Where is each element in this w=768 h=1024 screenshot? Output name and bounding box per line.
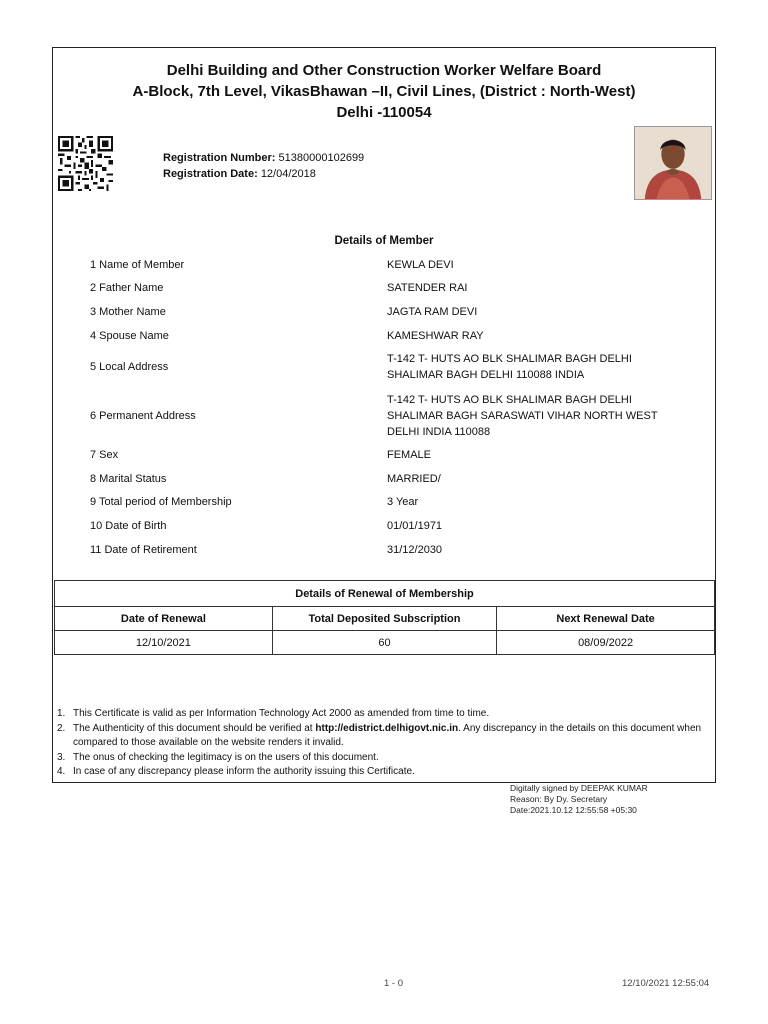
note-text: The onus of checking the legitimacy is on the users of this document. (73, 751, 379, 763)
page-number: 1 - 0 (384, 978, 404, 989)
member-row-value: 31/12/2030 (387, 544, 443, 556)
registration-date-label: Registration Date: (163, 168, 258, 180)
member-row-label: 4 Spouse Name (90, 330, 169, 342)
member-row-label: 1 Name of Member (90, 259, 185, 271)
note-number: 2. (57, 722, 66, 734)
member-row-value: T-142 T- HUTS AO BLK SHALIMAR BAGH DELHI SHALIMAR BAGH SARASWATI VIHAR NORTH WEST DELHI INDIA 110088 (387, 394, 658, 438)
note-text: This Certificate is valid as per Information Technology Act 2000 as amended from time to time. (73, 708, 490, 719)
verification-link[interactable]: http://edistrict.delhigovt.nic.in (315, 722, 459, 734)
member-row-value: T-142 T- HUTS AO BLK SHALIMAR BAGH DELHI SHALIMAR BAGH DELHI 110088 INDIA (387, 353, 632, 381)
board-name: Delhi Building and Other Construction Worker Welfare Board (166, 62, 602, 79)
print-timestamp: 12/10/2021 12:55:04 (622, 978, 710, 989)
member-row-value: SATENDER RAI (387, 282, 468, 294)
table-row (55, 631, 715, 655)
member-row-label: 2 Father Name (90, 282, 164, 294)
note-number: 4. (57, 766, 66, 777)
note-item (57, 765, 707, 780)
member-row-value: JAGTA RAM DEVI (387, 306, 478, 318)
note-item (57, 722, 707, 751)
member-row-label: 9 Total period of Membership (90, 496, 232, 508)
member-row-value: 01/01/1971 (387, 520, 443, 532)
renewal-subscription: 60 (272, 631, 496, 655)
member-row-value: 3 Year (387, 496, 419, 508)
note-number: 3. (57, 751, 66, 763)
member-row-value: FEMALE (387, 449, 432, 461)
renewal-table (54, 580, 715, 655)
member-row-label: 7 Sex (90, 449, 119, 461)
member-row-label: 10 Date of Birth (90, 520, 167, 532)
registration-info (163, 150, 364, 182)
renewal-date: 12/10/2021 (55, 631, 273, 655)
board-address: A-Block, 7th Level, VikasBhawan –II, Civil Lines, (District : North-West) (132, 83, 636, 100)
note-text: The Authenticity of this document should be verified at (73, 722, 316, 734)
certificate-header (52, 60, 716, 123)
board-city: Delhi -110054 (336, 104, 432, 121)
renewal-title: Details of Renewal of Membership (55, 581, 715, 607)
signature-date: Date:2021.10.12 12:55:58 +05:30 (510, 805, 637, 815)
digital-signature (510, 783, 648, 816)
renewal-header-next-date: Next Renewal Date (497, 607, 715, 631)
note-text: . Any discrepancy in the details on this document when compared to those available on the website renders it invalid. (73, 722, 702, 748)
note-item (57, 751, 707, 766)
member-row-label: 3 Mother Name (90, 306, 166, 318)
member-row-label: 8 Marital Status (90, 473, 167, 485)
renewal-next-date: 08/09/2022 (497, 631, 715, 655)
renewal-header-date: Date of Renewal (55, 607, 273, 631)
signature-reason: Reason: By Dy. Secretary (510, 794, 608, 804)
registration-date: 12/04/2018 (260, 168, 316, 180)
note-item (57, 707, 707, 722)
member-row-label: 11 Date of Retirement (90, 544, 197, 556)
member-details-title: Details of Member (334, 235, 434, 247)
qr-code (57, 136, 114, 191)
note-number: 1. (57, 708, 66, 719)
member-row-label: 6 Permanent Address (90, 410, 196, 422)
member-row-value: KEWLA DEVI (387, 259, 454, 271)
member-row-value: MARRIED/ (387, 473, 441, 485)
member-photo (634, 126, 712, 200)
registration-number: 51380000102699 (278, 152, 365, 164)
certificate-notes (57, 707, 707, 780)
registration-number-row (163, 150, 364, 166)
renewal-header-subscription: Total Deposited Subscription (272, 607, 496, 631)
note-text: In case of any discrepancy please inform the authority issuing this Certificate. (73, 766, 415, 777)
registration-number-label: Registration Number: (163, 152, 276, 164)
member-row-label: 5 Local Address (90, 361, 169, 373)
signature-signer: Digitally signed by DEEPAK KUMAR (510, 783, 648, 793)
registration-date-row (163, 166, 364, 182)
member-row-value: KAMESHWAR RAY (387, 330, 484, 342)
